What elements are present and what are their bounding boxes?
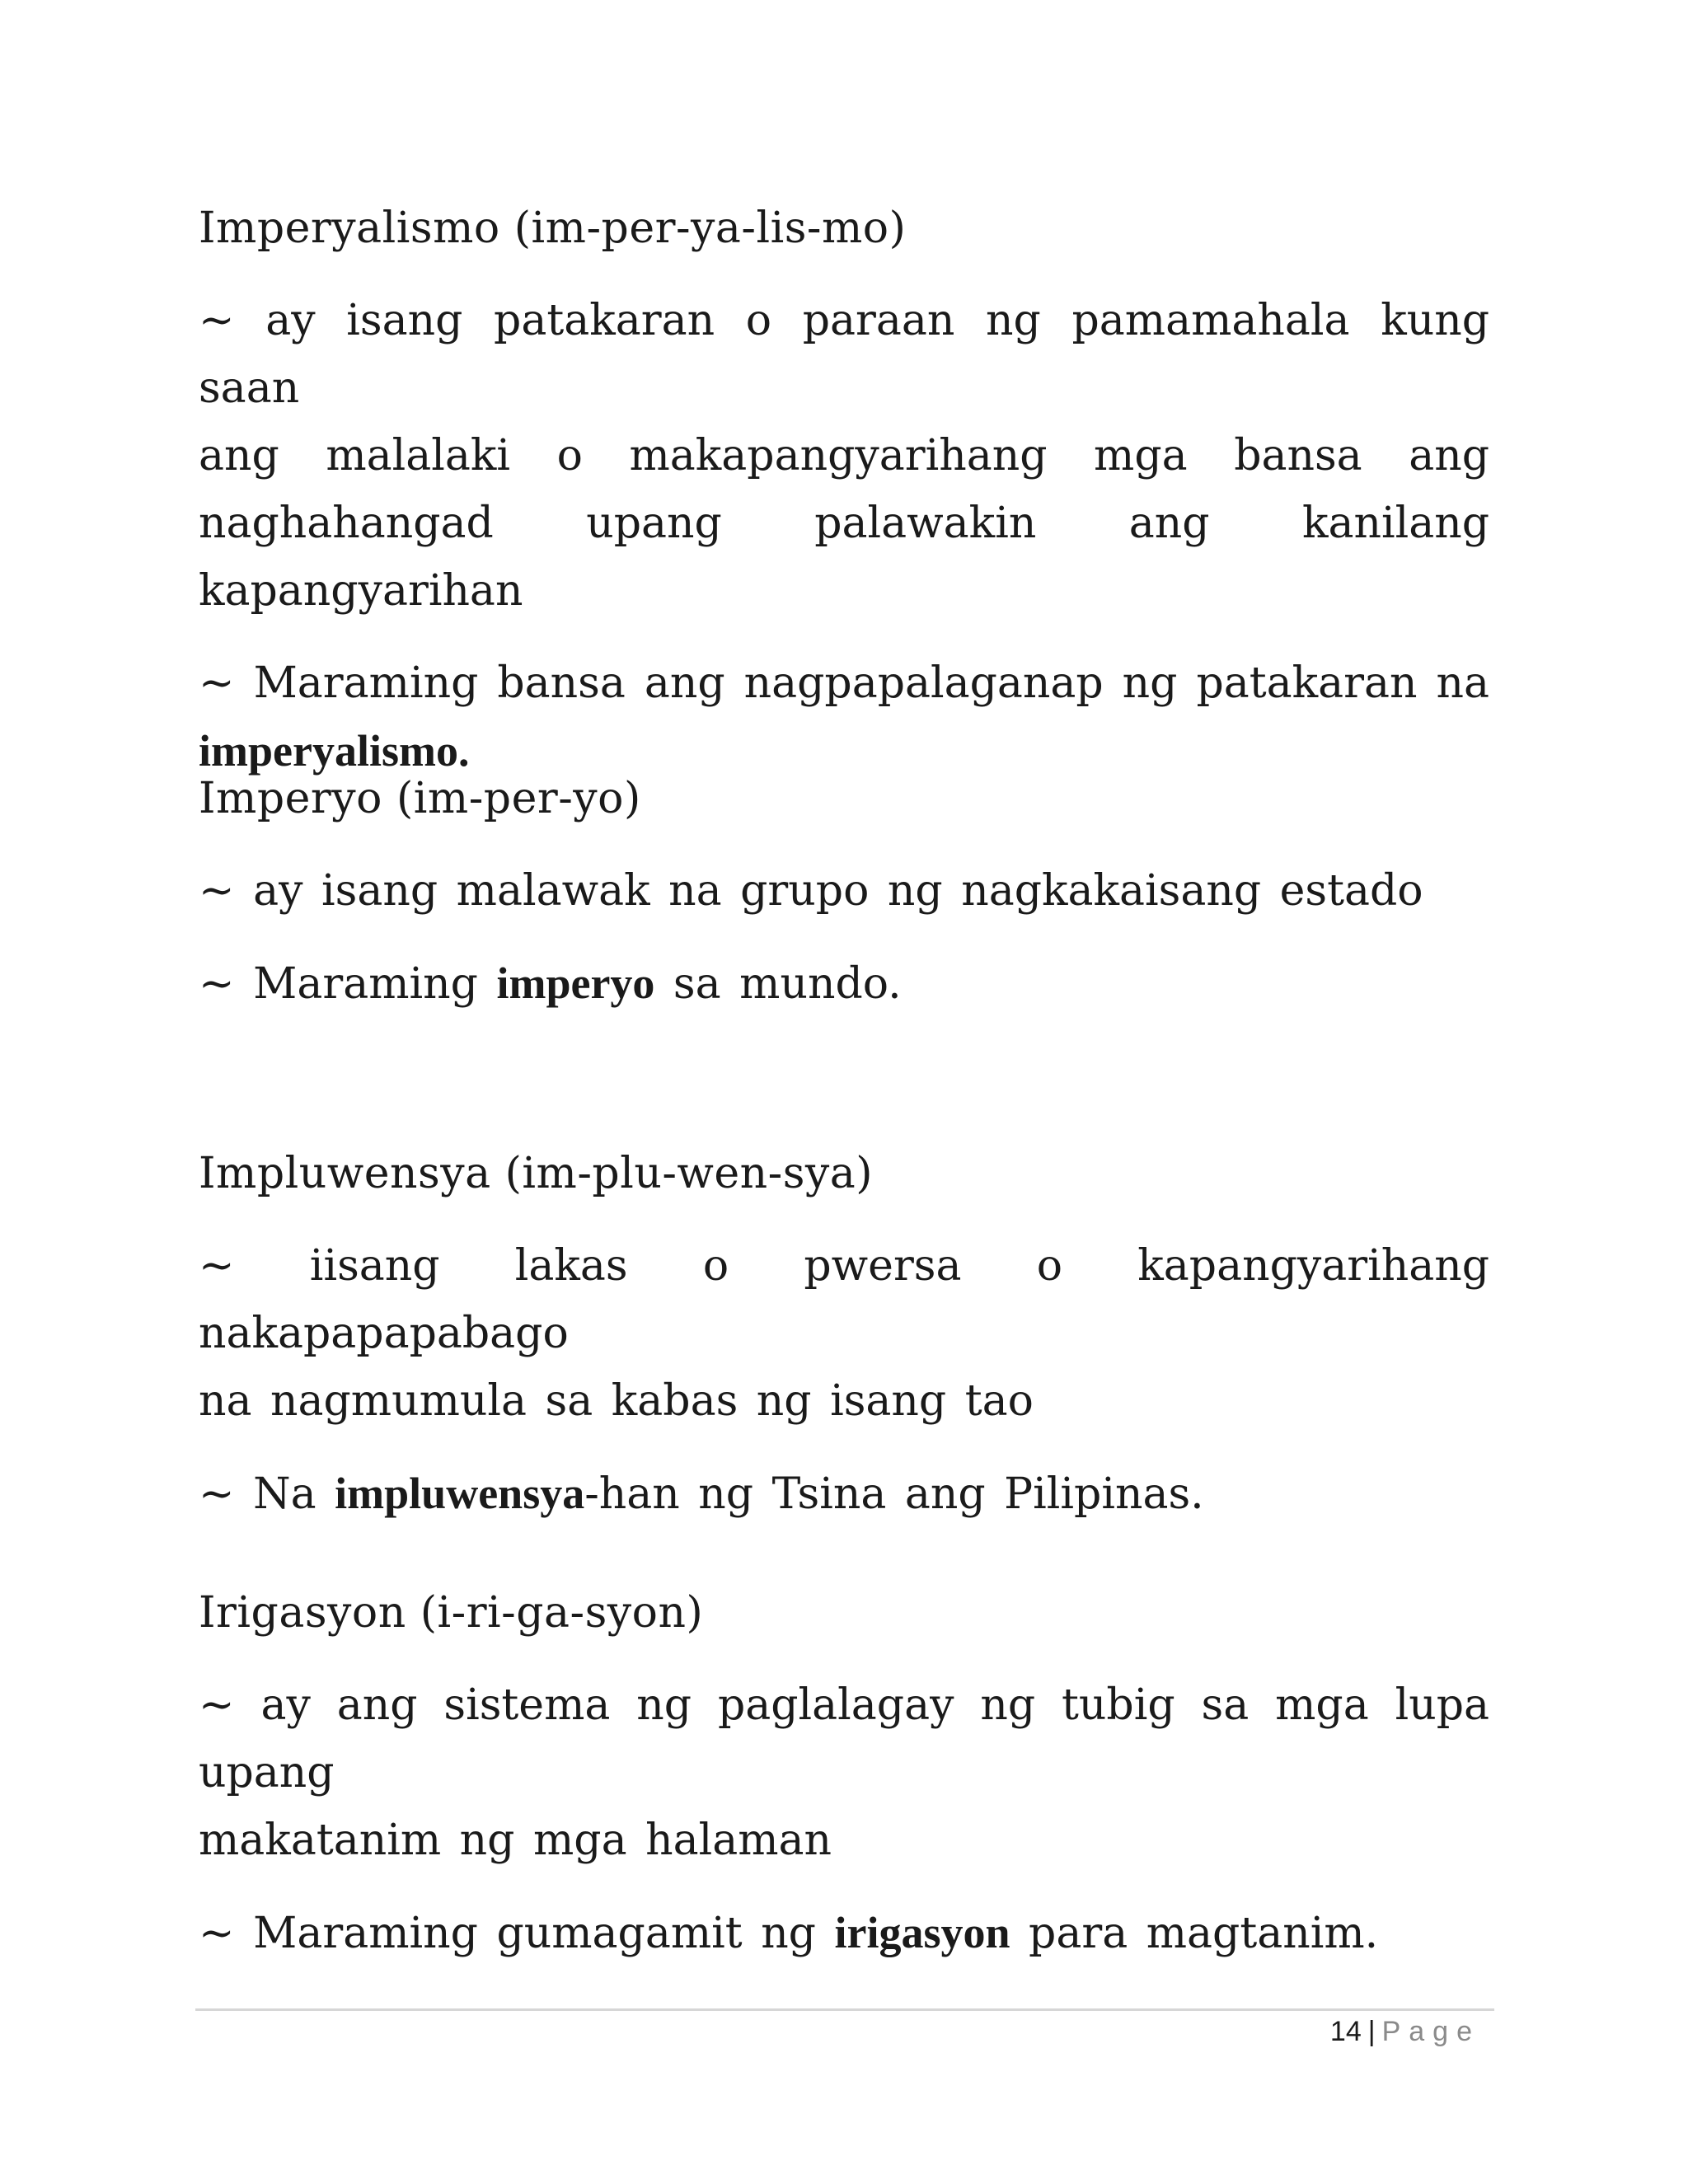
definition-line: ang malalaki o makapangyarihang mga bansa ang xyxy=(199,431,1489,480)
definition-line: na nagmumula sa kabas ng isang tao xyxy=(199,1376,1034,1426)
example-sentence xyxy=(199,949,1489,1018)
footer-separator: | xyxy=(1367,2016,1376,2047)
example-keyword: imperyo xyxy=(496,958,655,1008)
example-text-before: ~ Maraming gumagamit ng xyxy=(199,1909,835,1958)
example-sentence xyxy=(199,649,1489,717)
definition-line: makatanim ng mga halaman xyxy=(199,1816,832,1865)
footer-divider xyxy=(195,2008,1494,2011)
entry-headword: Irigasyon (i-ri-ga-syon) xyxy=(199,1588,704,1638)
definition-line: ~ ay isang patakaran o paraan ng pamamahala kung saan xyxy=(199,296,1489,413)
example-text-after: -han ng Tsina ang Pilipinas. xyxy=(584,1469,1204,1519)
example-keyword: impluwensya xyxy=(335,1469,585,1518)
glossary-entry-imperyalismo xyxy=(199,194,1489,785)
example-sentence xyxy=(199,1899,1489,1967)
definition-line: ~ ay ang sistema ng paglalagay ng tubig sa mga lupa upang xyxy=(199,1680,1489,1797)
definition-line: ~ iisang lakas o pwersa o kapangyarihang nakapapapabago xyxy=(199,1241,1489,1358)
example-text-after: para magtanim. xyxy=(1010,1909,1379,1958)
page-label: Page xyxy=(1381,2016,1480,2047)
example-text-before: ~ Maraming bansa ang nagpapalaganap ng patakaran na xyxy=(199,658,1489,708)
definition-line: naghahangad upang palawakin ang kanilang kapangyarihan xyxy=(199,499,1489,616)
example-text-before: ~ Maraming xyxy=(199,959,497,1009)
example-keyword: imperyalismo. xyxy=(199,726,470,776)
example-text-before: ~ Na xyxy=(199,1469,335,1519)
glossary-entry-impluwensya xyxy=(199,1140,1489,1528)
glossary-entry-imperyo xyxy=(199,765,1489,1018)
definition-line: ~ ay isang malawak na grupo ng nagkakaisang estado xyxy=(199,866,1423,916)
example-text-after: sa mundo. xyxy=(654,959,902,1009)
entry-headword: Impluwensya (im-plu-wen-sya) xyxy=(199,1149,874,1198)
page-footer xyxy=(1330,2011,1480,2052)
glossary-entry-irigasyon xyxy=(199,1579,1489,1967)
example-keyword: irigasyon xyxy=(834,1908,1010,1957)
entry-headword: Imperyalismo (im-per-ya-lis-mo) xyxy=(199,204,907,253)
entry-headword: Imperyo (im-per-yo) xyxy=(199,774,641,823)
example-sentence xyxy=(199,1460,1489,1528)
page-number: 14 xyxy=(1329,2016,1362,2047)
